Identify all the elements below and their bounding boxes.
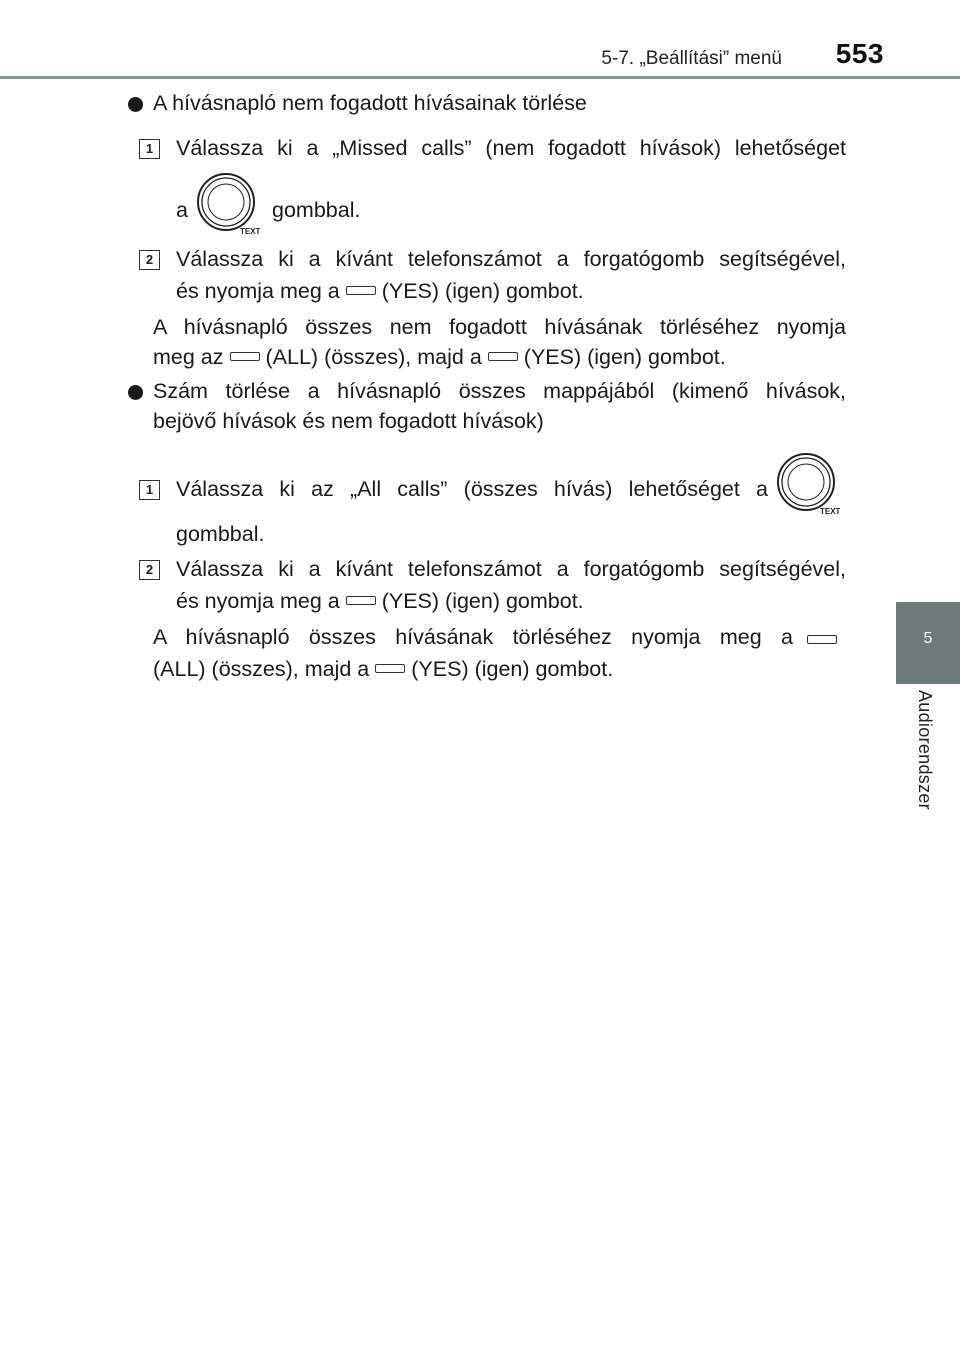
step-number-1: 1	[139, 480, 160, 500]
section1-step1-text: Válassza ki a „Missed calls” (nem fogadott hívások) lehetőséget	[176, 136, 846, 160]
step-number-1: 1	[139, 139, 160, 159]
text-dial-icon	[196, 172, 262, 236]
chapter-number: 5	[923, 630, 933, 647]
bullet-icon	[128, 385, 143, 400]
section1-step2-line2: és nyomja meg a (YES) (igen) gombot.	[176, 279, 584, 303]
section2-step2-line2: és nyomja meg a (YES) (igen) gombot.	[176, 589, 584, 613]
chapter-label: Audiorendszer	[915, 690, 935, 810]
dial-label: TEXT	[240, 227, 261, 236]
step-number-2: 2	[139, 250, 160, 270]
section2-step1-line2: gombbal.	[176, 522, 265, 546]
section2-step2-line1: Válassza ki a kívánt telefonszámot a forgatógomb segítségével,	[176, 557, 846, 581]
soft-button-icon	[346, 286, 376, 295]
text-dial-icon	[774, 452, 840, 516]
soft-button-icon	[807, 635, 837, 644]
soft-button-icon	[488, 352, 518, 361]
section1-note-line2: meg az (ALL) (összes), majd a (YES) (igen) gombot.	[153, 345, 726, 369]
section2-title-line1: Szám törlése a hívásnapló összes mappájából (kimenő hívások,	[153, 379, 846, 403]
chapter-tab	[896, 602, 960, 684]
section1-step1-pre: a	[176, 198, 188, 222]
section1-note-line1: A hívásnapló összes nem fogadott hívásának törléséhez nyomja	[153, 315, 846, 339]
soft-button-icon	[346, 596, 376, 605]
header-divider	[0, 76, 960, 79]
section2-note-line1: A hívásnapló összes hívásának törléséhez nyomja meg a	[153, 625, 793, 649]
section2-step1-line1: Válassza ki az „All calls” (összes hívás) lehetőséget a	[176, 477, 768, 501]
section1-step2-line1: Válassza ki a kívánt telefonszámot a forgatógomb segítségével,	[176, 247, 846, 271]
section2-title-line2: bejövő hívások és nem fogadott hívások)	[153, 409, 544, 433]
section1-title: A hívásnapló nem fogadott hívásainak törlése	[153, 91, 587, 115]
soft-button-icon	[230, 352, 260, 361]
page-number: 553	[835, 38, 884, 69]
section2-note-line2: (ALL) (összes), majd a (YES) (igen) gombot.	[153, 657, 614, 681]
dial-label: TEXT	[820, 507, 840, 516]
soft-button-icon	[375, 664, 405, 673]
section1-step1-post: gombbal.	[272, 198, 361, 222]
bullet-icon	[128, 97, 143, 112]
section-title: 5-7. „Beállítási” menü	[601, 48, 782, 69]
step-number-2: 2	[139, 560, 160, 580]
